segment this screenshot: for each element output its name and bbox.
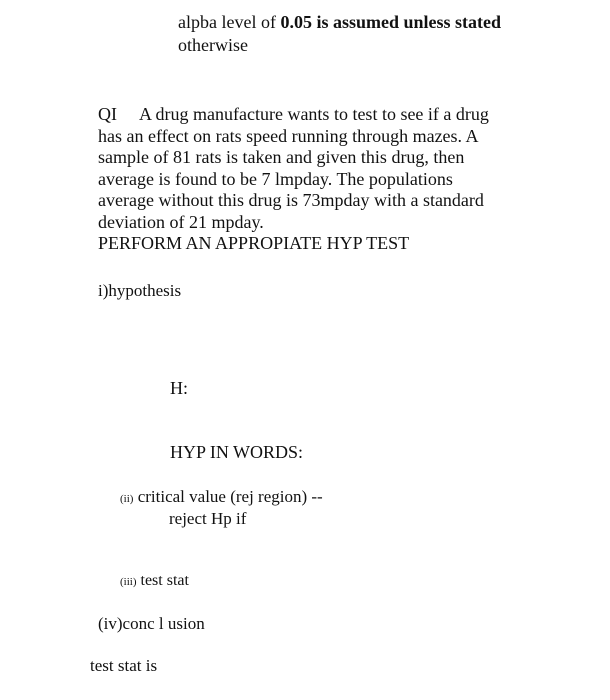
h-label: H: [170,378,188,398]
test-stat-line [120,572,189,590]
alpha-level-line [178,12,501,33]
question-label: QI [98,104,117,124]
critical-value-label: critical value (rej region) -- [137,487,323,506]
test-stat-is-label: test stat is [90,656,158,675]
test-stat-number: (iii) [120,576,137,588]
question-text-line: has an effect on rats speed running through mazes. A [98,125,479,146]
hyp-in-words-label: HYP IN WORDS: [170,442,304,462]
question-text-line: deviation of 21 mpday. [98,211,264,232]
question-instruction: PERFORM AN APPROPIATE HYP TEST [98,233,410,253]
reject-label: reject Hp if [169,509,247,528]
critical-value-number: (ii) [120,493,134,505]
question-text-line: sample of 81 rats is taken and given this drug, then [98,147,465,167]
question-text-line: average without this drug is 73mpday with a standard [98,190,484,210]
hypothesis-label: i)hypothesis [98,281,182,300]
alpha-level-line-2: otherwise [178,35,248,55]
alpha-level-bold: 0.05 is assumed unless stated [280,12,502,32]
question-block [98,104,518,255]
test-stat-label: test stat [140,572,189,589]
alpha-level-prefix: alpba level of [178,12,281,32]
critical-value-line [120,487,323,507]
question-line-1 [98,104,518,126]
question-text-line: average is found to be 7 lmpday. The populations [98,168,453,189]
conclusion-label: (iv)conc l usion [98,614,205,633]
question-text-line: A drug manufacture wants to test to see if a drug [139,104,489,124]
